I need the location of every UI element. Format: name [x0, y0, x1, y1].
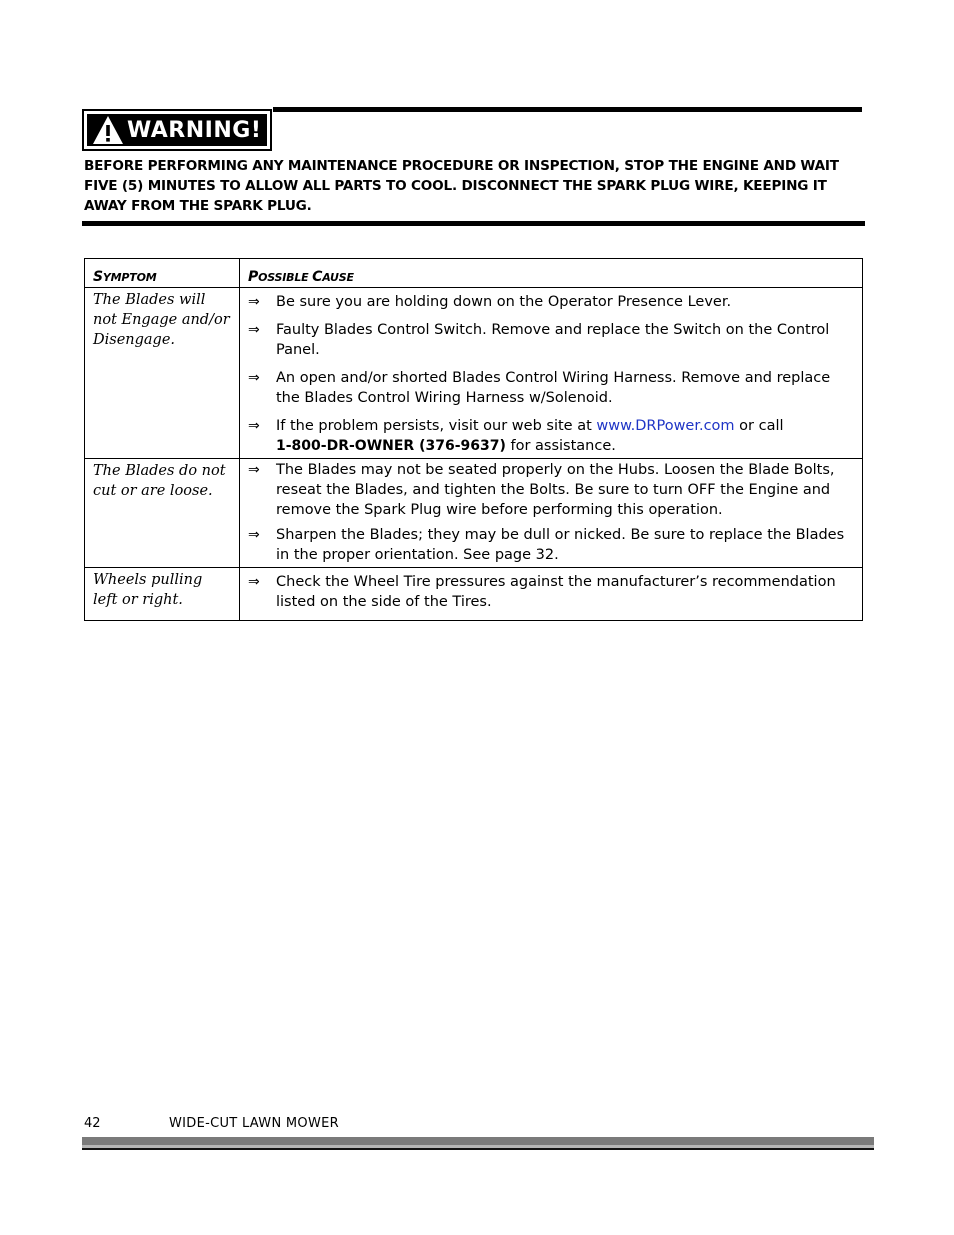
arrow-icon: ⇒ — [248, 322, 260, 338]
warning-top-rule — [273, 107, 862, 112]
footer-rule — [82, 1137, 874, 1145]
arrow-icon: ⇒ — [248, 370, 260, 386]
symptom-header: SYMPTOM — [85, 259, 240, 288]
arrow-icon: ⇒ — [248, 418, 260, 434]
phone-number: 1-800-DR-OWNER (376-9637) — [276, 438, 506, 454]
table-row — [85, 288, 863, 459]
warning-text: BEFORE PERFORMING ANY MAINTENANCE PROCEDURE OR INSPECTION, STOP THE ENGINE AND WAIT FIVE (5) MINUTES TO ALLOW ALL PARTS TO COOL. DISCONNECT THE SPARK PLUG WIRE, KEEPING IT AWAY FROM THE SPARK PLUG. — [84, 158, 839, 214]
table-row — [85, 568, 863, 621]
arrow-icon: ⇒ — [248, 527, 260, 543]
page-number: 42 — [84, 1116, 101, 1131]
arrow-icon: ⇒ — [248, 574, 260, 590]
cause-item: ⇒ Faulty Blades Control Switch. Remove and replace the Switch on the Control Panel. — [240, 320, 862, 360]
possible-cause-header: POSSIBLE CAUSE — [240, 259, 863, 288]
warning-badge — [82, 109, 272, 151]
warning-title: WARNING! — [127, 117, 262, 143]
table-row — [85, 459, 863, 568]
table-header-row — [85, 259, 863, 288]
cause-item: ⇒ The Blades may not be seated properly on the Hubs. Loosen the Blade Bolts, reseat the Blades, and tighten the Bolts. Be sure to turn OFF the Engine and remove the Spark Plug wire before performing this operation. — [240, 460, 862, 520]
website-link[interactable]: www.DRPower.com — [596, 418, 735, 434]
cause-item: ⇒ If the problem persists, visit our web site at www.DRPower.com or call 1-800-DR-OWNER (376-9637) for assistance. — [240, 416, 862, 456]
symptom-cell: Wheels pulling left or right. — [85, 568, 240, 621]
troubleshooting-table — [84, 258, 863, 621]
footer-rule-dark — [82, 1148, 874, 1150]
arrow-icon: ⇒ — [248, 294, 260, 310]
symptom-cell: The Blades do not cut or are loose. — [85, 459, 240, 568]
arrow-icon: ⇒ — [248, 462, 260, 478]
causes-cell — [240, 568, 863, 621]
symptom-cell: The Blades will not Engage and/or Disengage. — [85, 288, 240, 459]
cause-item: ⇒ Check the Wheel Tire pressures against the manufacturer’s recommendation listed on the side of the Tires. — [240, 572, 862, 612]
footer-title: WIDE-CUT LAWN MOWER — [169, 1116, 339, 1131]
warning-triangle-icon — [91, 114, 125, 146]
cause-item: ⇒ Sharpen the Blades; they may be dull or nicked. Be sure to replace the Blades in the proper orientation. See page 32. — [240, 525, 862, 565]
causes-cell — [240, 459, 863, 568]
warning-bottom-rule — [82, 221, 865, 226]
cause-item: ⇒ Be sure you are holding down on the Operator Presence Lever. — [240, 292, 862, 312]
cause-item: ⇒ An open and/or shorted Blades Control Wiring Harness. Remove and replace the Blades Control Wiring Harness w/Solenoid. — [240, 368, 862, 408]
causes-cell — [240, 288, 863, 459]
